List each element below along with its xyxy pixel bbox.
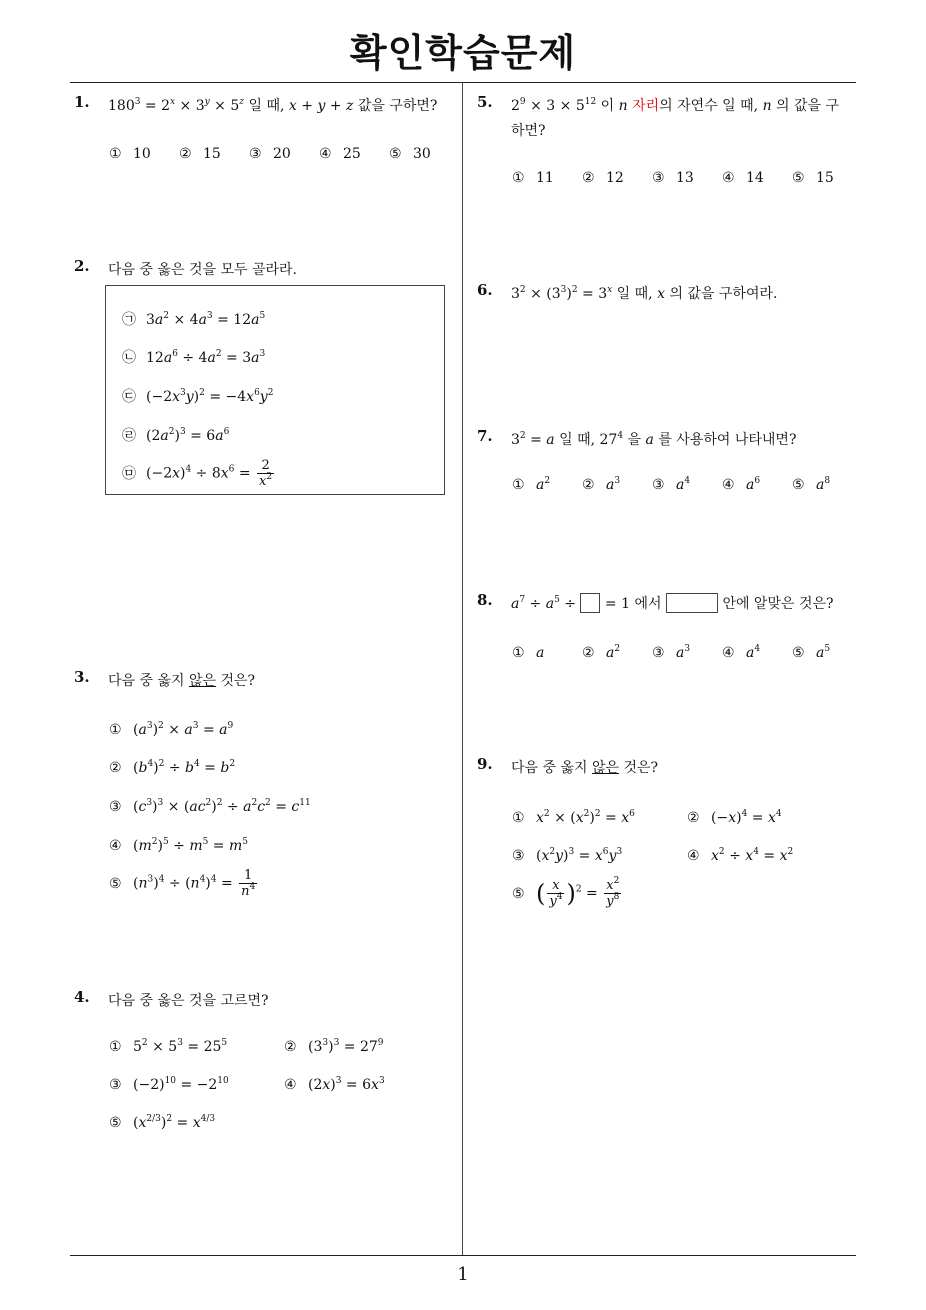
question-number: 8.: [477, 591, 493, 609]
question-text-line2: 하면?: [511, 123, 546, 139]
question-number: 6.: [477, 281, 493, 299]
q7-option-5[interactable]: ⑤ $a^8$: [792, 476, 831, 493]
q3-option-1[interactable]: ① $(a^3)^2 \times a^3 = a^9$: [109, 721, 234, 738]
question-text: $2^9 \times 3 \times 5^{12}$ 이 n 자리의 자연수 일 때, n 의 값을 구: [511, 97, 840, 114]
q1-option-4[interactable]: ④ 25: [319, 146, 361, 162]
q1-option-5[interactable]: ⑤ 30: [389, 146, 431, 162]
q9-option-2[interactable]: ② $(-x)^4 = x^4$: [687, 809, 782, 826]
q4-option-5[interactable]: ⑤ $(x^{2/3})^2 = x^{4/3}$: [109, 1114, 216, 1131]
question-text: 다음 중 옳지 않은 것은?: [511, 760, 659, 776]
question-number: 5.: [477, 93, 493, 111]
question-text: 다음 중 옳은 것을 모두 골라라.: [108, 262, 297, 278]
q3-option-5[interactable]: ⑤ $(n^3)^4 \div (n^4)^4$ = $\frac{1}{n^4}$: [109, 868, 256, 899]
q3-option-2[interactable]: ② $(b^4)^2 \div b^4 = b^2$: [109, 759, 236, 776]
question-number: 1.: [74, 93, 90, 111]
question-text: $3^2 \times (3^3)^2 = 3^x$ 일 때, x 의 값을 구하여라.: [511, 285, 778, 302]
q8-option-3[interactable]: ③ $a^3$: [652, 644, 691, 661]
question-text: 다음 중 옳지 않은 것은?: [108, 673, 256, 689]
q5-option-1[interactable]: ① 11: [512, 170, 554, 186]
q7-option-1[interactable]: ① $a^2$: [512, 476, 551, 493]
page-number: 1: [457, 1264, 469, 1285]
q8-option-1[interactable]: ① a: [512, 645, 545, 661]
q9-option-3[interactable]: ③ $(x^2y)^3 = x^6y^3$: [512, 847, 623, 864]
q5-option-4[interactable]: ④ 14: [722, 170, 764, 186]
question-text: $3^2 = a$ 일 때, $27^4$ 을 a 를 사용하여 나타내면?: [511, 431, 797, 448]
statement-1: ㉠ $3a^2 \times 4a^3 = 12a^5$: [122, 311, 266, 328]
question-text: $a^7 \div a^5$ ÷ = 1 에서 안에 알맞은 것은?: [511, 595, 834, 612]
q3-option-3[interactable]: ③ $(c^3)^3 \times (ac^2)^2 \div a^2c^2 = c^{11}$: [109, 798, 311, 815]
q1-option-3[interactable]: ③ 20: [249, 146, 291, 162]
q4-option-4[interactable]: ④ $(2x)^3 = 6x^3$: [284, 1076, 385, 1093]
q4-option-2[interactable]: ② $(3^3)^3 = 27^9$: [284, 1038, 384, 1055]
top-rule: [70, 82, 856, 83]
question-number: 3.: [74, 668, 90, 686]
statement-5: ㉤ $(-2x)^4 \div 8x^6$ = $\frac{2}{x^2}$: [122, 458, 273, 489]
q7-option-3[interactable]: ③ $a^4$: [652, 476, 691, 493]
answer-blank-large[interactable]: [666, 593, 718, 613]
q3-option-4[interactable]: ④ $(m^2)^5 \div m^5 = m^5$: [109, 837, 248, 854]
q7-option-2[interactable]: ② $a^3$: [582, 476, 621, 493]
statement-2: ㉡ $12a^6 \div 4a^2 = 3a^3$: [122, 349, 266, 366]
column-divider: [462, 83, 463, 1255]
q5-option-2[interactable]: ② 12: [582, 170, 624, 186]
q4-option-1[interactable]: ① $5^2 \times 5^3 = 25^5$: [109, 1038, 228, 1055]
bottom-rule: [70, 1255, 856, 1256]
q4-option-3[interactable]: ③ $(-2)^{10} = -2^{10}$: [109, 1076, 229, 1093]
question-number: 2.: [74, 257, 90, 275]
q8-option-5[interactable]: ⑤ $a^5$: [792, 644, 831, 661]
q5-option-5[interactable]: ⑤ 15: [792, 170, 834, 186]
question-number: 4.: [74, 988, 90, 1006]
statement-4: ㉣ $(2a^2)^3 = 6a^6$: [122, 427, 230, 444]
answer-blank-small[interactable]: [580, 593, 600, 613]
question-number: 7.: [477, 427, 493, 445]
question-text: 다음 중 옳은 것을 고르면?: [108, 993, 269, 1009]
statement-3: ㉢ $(-2x^3y)^2 = -4x^6y^2$: [122, 388, 274, 405]
q9-option-1[interactable]: ① $x^2 \times (x^2)^2 = x^6$: [512, 809, 635, 826]
q8-option-2[interactable]: ② $a^2$: [582, 644, 621, 661]
q8-option-4[interactable]: ④ $a^4$: [722, 644, 761, 661]
q1-option-2[interactable]: ② 15: [179, 146, 221, 162]
q1-option-1[interactable]: ① 10: [109, 146, 151, 162]
q5-option-3[interactable]: ③ 13: [652, 170, 694, 186]
page-title: 확인학습문제: [349, 31, 577, 75]
q9-option-4[interactable]: ④ $x^2 \div x^4 = x^2$: [687, 847, 794, 864]
question-text: $180^3 = 2^x \times 3^y \times 5^z$ 일 때, x + y + z 값을 구하면?: [108, 97, 438, 114]
question-number: 9.: [477, 755, 493, 773]
q7-option-4[interactable]: ④ $a^6$: [722, 476, 761, 493]
q9-option-5[interactable]: ⑤ ( $\frac{x}{y^4}$ )$^2$ = $\frac{x^2}{y^8}$: [512, 876, 620, 909]
